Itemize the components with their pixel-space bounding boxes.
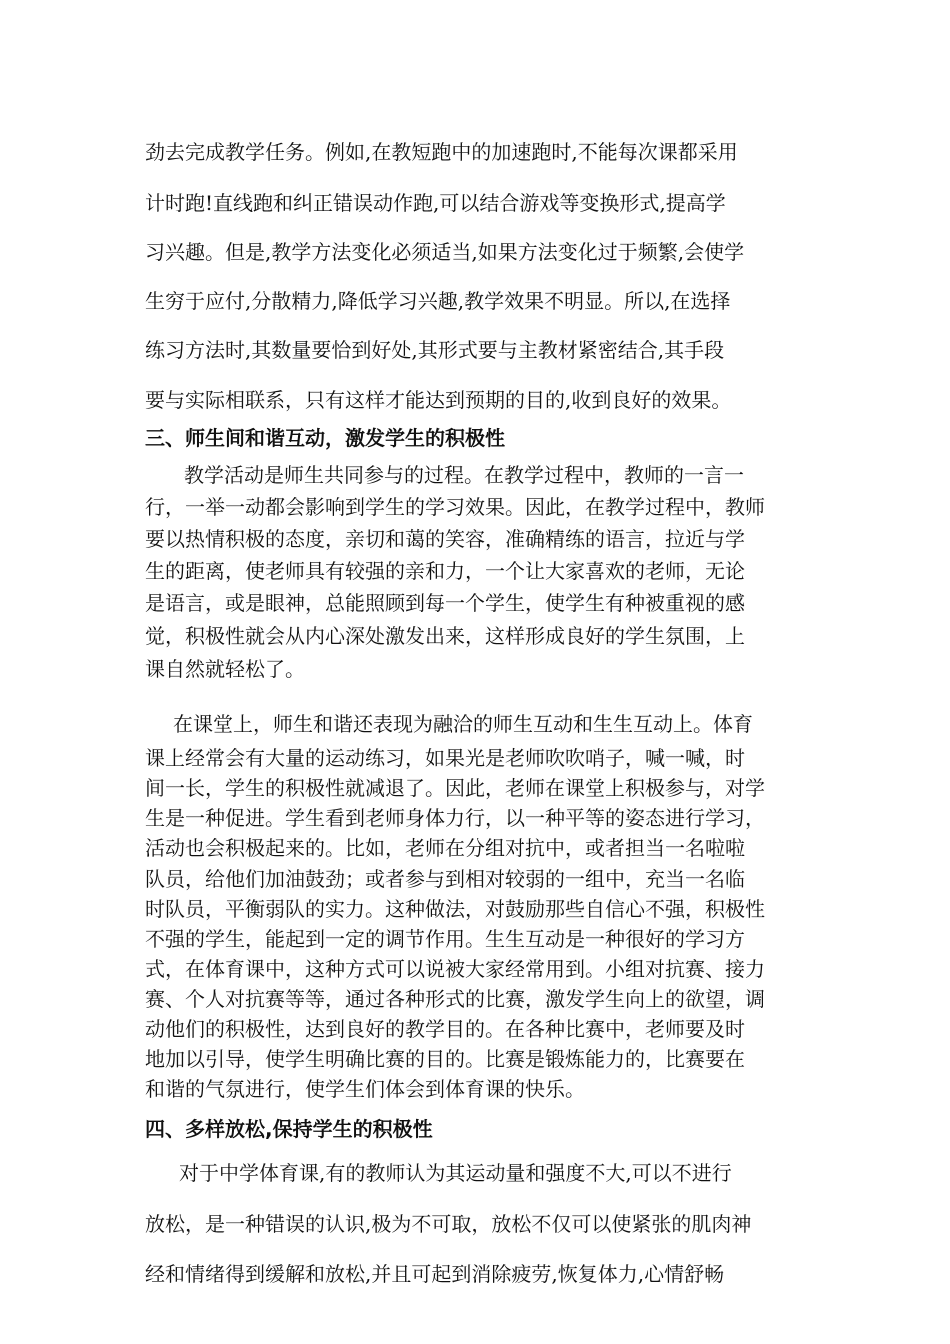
body-line: 赛、个人对抗赛等等，通过各种形式的比赛，激发学生向上的欲望，调	[145, 987, 765, 1011]
body-line: 练习方法时,其数量要恰到好处,其形式要与主教材紧密结合,其手段	[145, 338, 725, 362]
body-line: 动他们的积极性，达到良好的教学目的。在各种比赛中，老师要及时	[145, 1017, 745, 1041]
section-heading: 四、多样放松,保持学生的积极性	[145, 1117, 433, 1141]
body-line: 在课堂上，师生和谐还表现为融洽的师生互动和生生互动上。体育	[173, 712, 753, 736]
body-line: 和谐的气氛进行，使学生们体会到体育课的快乐。	[145, 1077, 585, 1101]
body-line: 对于中学体育课,有的教师认为其运动量和强度不大,可以不进行	[179, 1161, 732, 1185]
body-line: 是语言，或是眼神，总能照顾到每一个学生，使学生有种被重视的感	[145, 591, 745, 615]
body-line: 生的距离，使老师具有较强的亲和力，一个让大家喜欢的老师，无论	[145, 559, 745, 583]
body-line: 要与实际相联系，只有这样才能达到预期的目的,收到良好的效果。	[145, 388, 732, 412]
body-line: 活动也会积极起来的。比如，老师在分组对抗中，或者担当一名啦啦	[145, 836, 745, 860]
body-line: 觉，积极性就会从内心深处激发出来，这样形成良好的学生氛围，上	[145, 624, 745, 648]
body-line: 地加以引导，使学生明确比赛的目的。比赛是锻炼能力的，比赛要在	[145, 1047, 745, 1071]
body-line: 不强的学生，能起到一定的调节作用。生生互动是一种很好的学习方	[145, 927, 745, 951]
body-line: 劲去完成教学任务。例如,在教短跑中的加速跑时,不能每次课都采用	[145, 140, 738, 164]
body-line: 式，在体育课中，这种方式可以说被大家经常用到。小组对抗赛、接力	[145, 957, 765, 981]
body-line: 生穷于应付,分散精力,降低学习兴趣,教学效果不明显。所以,在选择	[145, 289, 731, 313]
body-line: 经和情绪得到缓解和放松,并且可起到消除疲劳,恢复体力,心情舒畅	[145, 1262, 725, 1286]
body-line: 间一长，学生的积极性就减退了。因此，老师在课堂上积极参与，对学	[145, 776, 765, 800]
body-line: 队员，给他们加油鼓劲；或者参与到相对较弱的一组中，充当一名临	[145, 867, 745, 891]
body-line: 时队员，平衡弱队的实力。这种做法，对鼓励那些自信心不强，积极性	[145, 897, 765, 921]
body-line: 生是一种促进。学生看到老师身体力行，以一种平等的姿态进行学习，	[145, 806, 765, 830]
body-line: 计时跑!直线跑和纠正错误动作跑,可以结合游戏等变换形式,提高学	[145, 191, 726, 215]
body-line: 教学活动是师生共同参与的过程。在教学过程中，教师的一言一	[184, 463, 744, 487]
body-line: 行，一举一动都会影响到学生的学习效果。因此，在教学过程中，教师	[145, 495, 765, 519]
section-heading: 三、师生间和谐互动，激发学生的积极性	[145, 426, 505, 450]
body-line: 放松，是一种错误的认识,极为不可取，放松不仅可以使紧张的肌肉神	[145, 1212, 752, 1236]
body-line: 课自然就轻松了。	[145, 657, 305, 681]
body-line: 习兴趣。但是,教学方法变化必须适当,如果方法变化过于频繁,会使学	[145, 240, 745, 264]
body-line: 课上经常会有大量的运动练习，如果光是老师吹吹哨子，喊一喊，时	[145, 746, 745, 770]
body-line: 要以热情积极的态度，亲切和蔼的笑容，准确精练的语言，拉近与学	[145, 527, 745, 551]
